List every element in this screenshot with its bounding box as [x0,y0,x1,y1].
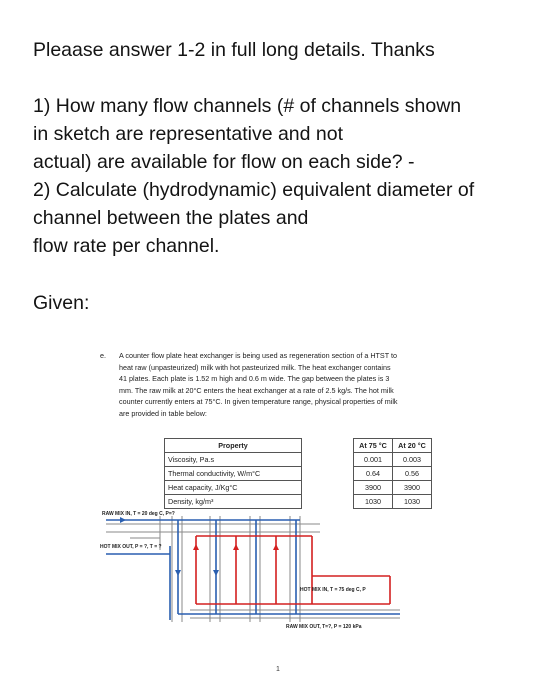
problem-line-5: counter currently enters at 75°C. In given temperature range, physical properties of milk [119,397,398,407]
row-value-20: 3900 [393,481,432,495]
row-label: Viscosity, Pa.s [165,453,302,467]
hot-mix-out-label: HOT MIX OUT, P = ?, T = ? [100,544,162,550]
q1-line-3: actual) are available for flow on each side? - [33,151,415,173]
properties-table [164,438,432,509]
row-value-20: 1030 [393,495,432,509]
hot-stream [196,536,390,604]
q2-line-2: channel between the plates and [33,207,309,229]
question-text [33,36,543,260]
table-row [165,467,432,481]
row-label: Heat capacity, J/Kg°C [165,481,302,495]
table-header-row [165,439,432,453]
problem-line-3: 41 plates. Each plate is 1.52 m high and 0.6 m wide. The gap between the plates is 3 [119,374,390,384]
raw-mix-out-label: RAW MIX OUT, T=?, P = 120 kPa [286,624,362,630]
table-row [165,495,432,509]
row-value-75: 0.64 [354,467,393,481]
row-label: Thermal conductivity, W/m°C [165,467,302,481]
table-row [165,453,432,467]
header-75c: At 75 °C [354,439,393,453]
problem-line-4: mm. The raw milk at 20°C enters the heat exchanger at a rate of 2.5 kg/s. The hot milk [119,385,394,395]
raw-mix-in-label: RAW MIX IN, T = 20 deg C, P=? [102,511,175,517]
cold-stream [106,520,400,620]
item-label: e. [100,351,106,360]
heat-exchanger-diagram [100,510,430,665]
row-value-75: 0.001 [354,453,393,467]
plate-grid [106,516,400,622]
header-property: Property [165,439,302,453]
row-value-20: 0.56 [393,467,432,481]
row-value-20: 0.003 [393,453,432,467]
row-value-75: 1030 [354,495,393,509]
q1-line-1: 1) How many flow channels (# of channels shown [33,95,462,117]
row-label: Density, kg/m³ [165,495,302,509]
q2-line-1: 2) Calculate (hydrodynamic) equivalent diameter of [33,179,475,201]
problem-image [100,350,540,690]
page-number: 1 [276,666,280,673]
problem-line-6: are provided in table below: [119,408,207,418]
hot-arrows [193,544,279,550]
problem-line-1: A counter flow plate heat exchanger is being used as regeneration section of a HTST to [119,351,397,360]
hot-mix-in-label: HOT MIX IN, T = 75 deg C, P [300,587,366,593]
row-value-75: 3900 [354,481,393,495]
q2-line-3: flow rate per channel. [33,235,220,257]
intro-line: Pleaase answer 1-2 in full long details. Thanks [33,39,435,61]
q1-line-2: in sketch are representative and not [33,123,344,145]
problem-line-2: heat raw (unpasteurized) milk with hot pasteurized milk. The heat exchanger contains [119,362,391,372]
given-label: Given: [33,292,90,314]
table-row [165,481,432,495]
header-20c: At 20 °C [393,439,432,453]
problem-statement [100,350,430,420]
